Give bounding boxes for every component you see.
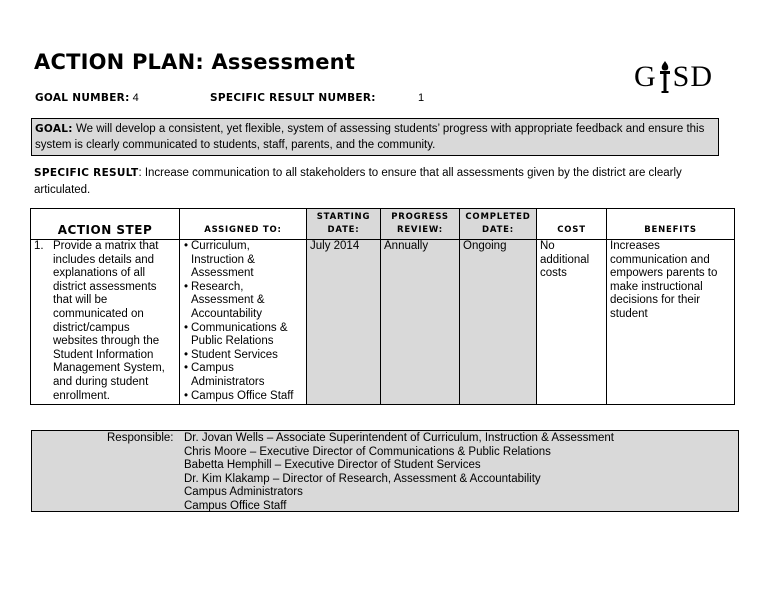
header-action-step: ACTION STEP bbox=[31, 209, 180, 240]
assigned-to-cell bbox=[180, 240, 307, 405]
torch-icon bbox=[658, 60, 672, 94]
specific-result-text: Increase communication to all stakeholders to ensure that all assessments given by the district are clearly articulated. bbox=[34, 167, 682, 196]
list-item: • Student Services bbox=[184, 348, 278, 361]
list-item: • Curriculum, Instruction & Assessment bbox=[184, 240, 255, 280]
logo-text-right: SD bbox=[672, 60, 714, 93]
action-step-cell bbox=[31, 240, 180, 405]
table-row bbox=[31, 240, 735, 405]
header-cost: COST bbox=[537, 209, 607, 240]
action-plan-table bbox=[30, 208, 735, 405]
header-assigned-to: ASSIGNED TO: bbox=[180, 209, 307, 240]
responsible-person: Dr. Kim Klakamp – Director of Research, Assessment & Accountability bbox=[184, 472, 541, 485]
header-starting-date: STARTING DATE: bbox=[307, 209, 381, 240]
responsible-person: Dr. Jovan Wells – Associate Superintendent of Curriculum, Instruction & Assessment bbox=[184, 432, 614, 444]
responsible-person: Campus Administrators bbox=[184, 486, 303, 498]
header-completed-date: COMPLETED DATE: bbox=[460, 209, 537, 240]
specific-result-number-value: 1 bbox=[418, 92, 425, 104]
completed-date-cell: Ongoing bbox=[460, 240, 537, 405]
goal-label: GOAL bbox=[35, 123, 69, 135]
cost-cell: No additional costs bbox=[537, 240, 607, 405]
page-title: ACTION PLAN: Assessment bbox=[34, 50, 356, 74]
benefits-cell: Increases communication and empowers parents to make instructional decisions for their student bbox=[607, 240, 735, 405]
responsible-person: Babetta Hemphill – Executive Director of Student Services bbox=[184, 459, 481, 471]
goal-number-label: GOAL NUMBER bbox=[35, 92, 126, 104]
list-item: • Research, Assessment & Accountability bbox=[184, 280, 265, 320]
goal-box: GOAL: We will develop a consistent, yet flexible, system of assessing students’ progress with appropriate feedback and ensure this system is clearly communicated to students, staff, parents, and the community. bbox=[31, 118, 719, 156]
list-item: • Communications & Public Relations bbox=[184, 321, 288, 348]
gisd-logo bbox=[634, 60, 713, 94]
specific-result-label: SPECIFIC RESULT bbox=[34, 167, 139, 179]
responsible-person: Chris Moore – Executive Director of Communications & Public Relations bbox=[184, 445, 551, 458]
specific-result-number: SPECIFIC RESULT NUMBER: bbox=[210, 92, 376, 104]
list-item: • Campus Office Staff bbox=[184, 389, 294, 402]
header-progress-review: PROGRESS REVIEW: bbox=[381, 209, 460, 240]
responsible-box bbox=[31, 430, 739, 512]
responsible-list bbox=[184, 432, 614, 513]
goal-text: We will develop a consistent, yet flexible, system of assessing students’ progress with appropriate feedback and ensure this system is clearly communicated to students, staff, parents, and the community. bbox=[35, 123, 705, 151]
step-number: 1. bbox=[34, 240, 44, 252]
step-text: Provide a matrix that includes details and explanations of all district assessments that will be communicated on district/campus websites through the Student Information Management System, and during student enrollment. bbox=[53, 240, 165, 402]
list-item: • Campus Administrators bbox=[184, 362, 265, 388]
header-benefits: BENEFITS bbox=[607, 209, 735, 240]
logo-text-left: G bbox=[634, 60, 657, 93]
specific-result: SPECIFIC RESULT: Increase communication to all stakeholders to ensure that all assessments given by the district are clearly articulated. bbox=[34, 167, 682, 196]
goal-number: GOAL NUMBER: 4 bbox=[35, 92, 139, 104]
specific-result-number-label: SPECIFIC RESULT NUMBER bbox=[210, 92, 372, 104]
progress-review-cell: Annually bbox=[381, 240, 460, 405]
goal-number-value: 4 bbox=[132, 92, 139, 104]
responsible-person: Campus Office Staff bbox=[184, 499, 287, 512]
responsible-label: Responsible: bbox=[107, 432, 174, 444]
starting-date-cell: July 2014 bbox=[307, 240, 381, 405]
table-header-row bbox=[31, 209, 735, 240]
